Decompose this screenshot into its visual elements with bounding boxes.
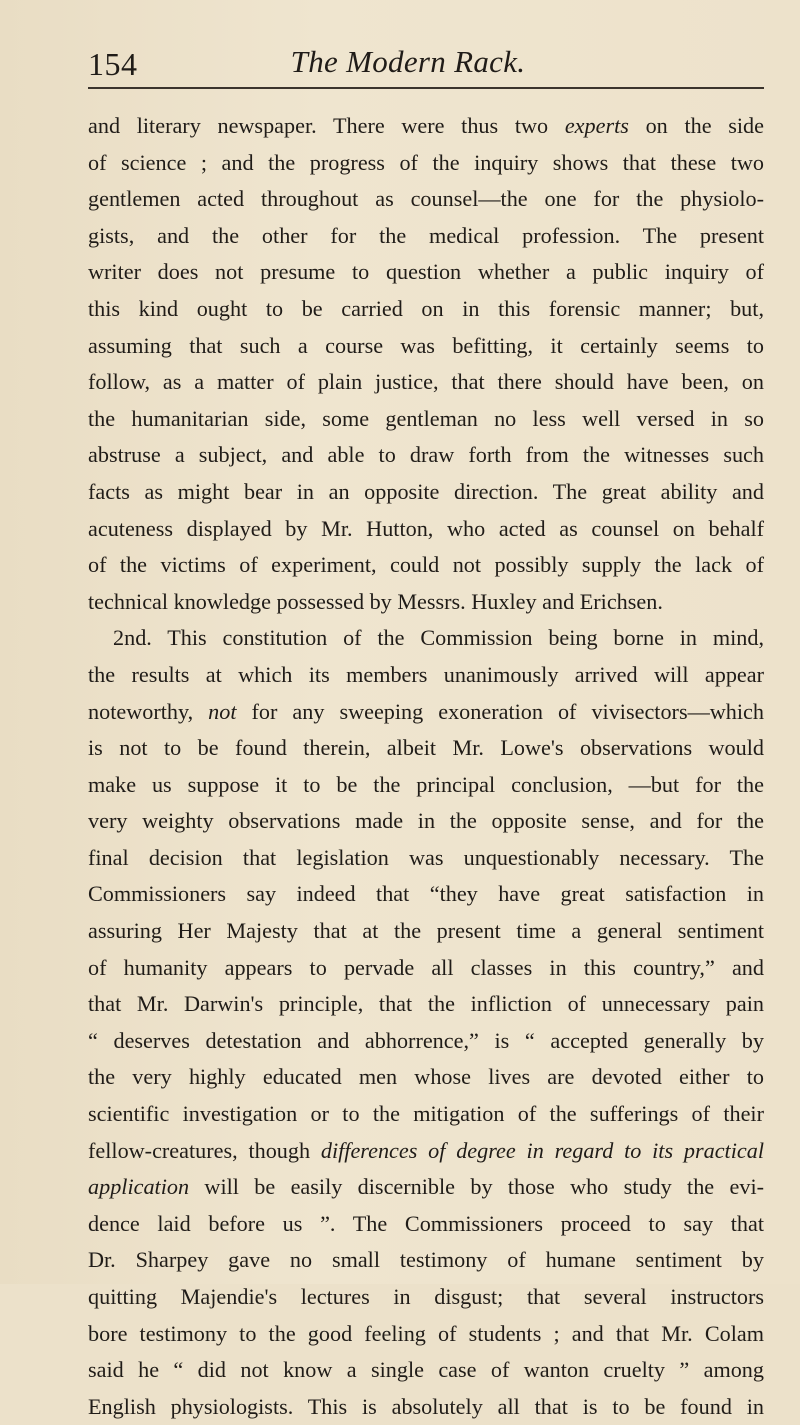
text-segment: acuteness displayed by Mr. Hutton, who acted as counsel on behalf	[88, 515, 764, 541]
text-segment: writer does not presume to question whether a public inquiry of	[88, 259, 764, 285]
text-line	[88, 1023, 764, 1060]
text-line	[88, 511, 764, 548]
text-segment: Commissioners say indeed that “they have great satisfaction in	[88, 881, 764, 907]
text-segment: dence laid before us ”. The Commissioners proceed to say that	[88, 1210, 764, 1236]
text-line	[88, 876, 764, 913]
text-segment: for any sweeping exoneration of vivisectors—which	[236, 698, 764, 724]
text-segment: assuring Her Majesty that at the present time a general sentiment	[88, 918, 764, 944]
text-line	[88, 437, 764, 474]
text-line	[88, 584, 764, 621]
page-number: 154	[88, 46, 138, 82]
text-segment: assuming that such a course was befitting, it certainly seems to	[88, 332, 764, 358]
text-segment: English physiologists. This is absolutely all that is to be found in	[88, 1393, 764, 1419]
text-line	[88, 803, 764, 840]
text-segment: bore testimony to the good feeling of students ; and that Mr. Colam	[88, 1320, 764, 1346]
text-line	[88, 1133, 764, 1170]
text-line	[88, 1242, 764, 1279]
text-line	[88, 1316, 764, 1353]
text-segment: technical knowledge possessed by Messrs. Huxley and Erichsen.	[88, 588, 663, 614]
text-line	[88, 1352, 764, 1389]
text-segment: abstruse a subject, and able to draw forth from the witnesses such	[88, 442, 764, 468]
text-segment: on the side	[628, 113, 764, 138]
text-segment: “ deserves detestation and abhorrence,” is “ accepted generally by	[88, 1027, 764, 1053]
text-line	[88, 547, 764, 584]
text-segment: fellow-creatures, though	[88, 1137, 321, 1163]
text-segment: of science ; and the progress of the inquiry shows that these two	[88, 149, 764, 175]
italic-text-segment: application	[88, 1174, 190, 1200]
text-line	[88, 620, 764, 657]
text-line	[88, 767, 764, 804]
text-line	[88, 218, 764, 255]
text-segment: will be easily discernible by those who study the evi-	[189, 1174, 764, 1200]
text-segment: follow, as a matter of plain justice, that there should have been, on	[88, 369, 764, 395]
text-line	[88, 474, 764, 511]
page-header	[88, 38, 764, 86]
text-line	[88, 181, 764, 218]
text-line	[88, 291, 764, 328]
italic-text-segment: differences of degree in regard to its practical	[320, 1137, 764, 1163]
text-line	[88, 328, 764, 365]
text-segment: scientific investigation or to the mitigation of the sufferings of their	[88, 1101, 764, 1127]
text-line	[88, 657, 764, 694]
text-line	[88, 145, 764, 182]
text-segment: is not to be found therein, albeit Mr. Lowe's observations would	[88, 735, 764, 761]
text-line	[88, 1389, 764, 1425]
text-segment: gentlemen acted throughout as counsel—the one for the physiolo-	[88, 186, 764, 212]
text-segment: facts as might bear in an opposite direction. The great ability and	[88, 478, 764, 504]
text-segment: this kind ought to be carried on in this forensic manner; but,	[88, 295, 764, 321]
text-line	[88, 986, 764, 1023]
text-segment: and literary newspaper. There were thus two	[88, 113, 565, 138]
text-segment: noteworthy,	[88, 698, 209, 724]
text-line	[88, 950, 764, 987]
text-line	[88, 108, 764, 145]
text-line	[88, 1279, 764, 1316]
text-segment: that Mr. Darwin's principle, that the infliction of unnecessary pain	[88, 991, 764, 1017]
text-line	[88, 1096, 764, 1133]
running-title: The Modern Rack.	[290, 44, 526, 79]
text-segment: the very highly educated men whose lives are devoted either to	[88, 1064, 764, 1090]
header-rule	[88, 87, 764, 89]
italic-text-segment: not	[208, 698, 237, 724]
text-line	[88, 1206, 764, 1243]
text-line	[88, 913, 764, 950]
italic-text-segment: experts	[564, 113, 629, 138]
text-line	[88, 254, 764, 291]
text-segment: final decision that legislation was unquestionably necessary. The	[88, 844, 764, 870]
text-segment: the results at which its members unanimously arrived will appear	[88, 661, 764, 687]
text-segment: very weighty observations made in the opposite sense, and for the	[88, 808, 764, 834]
text-line	[88, 730, 764, 767]
text-line	[88, 401, 764, 438]
text-line	[88, 1059, 764, 1096]
text-segment: the humanitarian side, some gentleman no less well versed in so	[88, 405, 764, 431]
body-text	[88, 108, 764, 1425]
text-segment: gists, and the other for the medical profession. The present	[88, 222, 764, 248]
text-segment: 2nd. This constitution of the Commission being borne in mind,	[113, 625, 764, 651]
text-line	[88, 840, 764, 877]
text-line	[88, 1169, 764, 1206]
text-line	[88, 694, 764, 731]
text-line	[88, 364, 764, 401]
text-segment: quitting Majendie's lectures in disgust; that several instructors	[88, 1284, 764, 1309]
text-segment: make us suppose it to be the principal conclusion, —but for the	[88, 771, 764, 797]
text-segment: of humanity appears to pervade all classes in this country,” and	[88, 954, 764, 980]
text-segment: said he “ did not know a single case of wanton cruelty ” among	[88, 1357, 764, 1383]
text-segment: of the victims of experiment, could not possibly supply the lack of	[88, 552, 764, 578]
text-segment: Dr. Sharpey gave no small testimony of humane sentiment by	[88, 1247, 764, 1273]
